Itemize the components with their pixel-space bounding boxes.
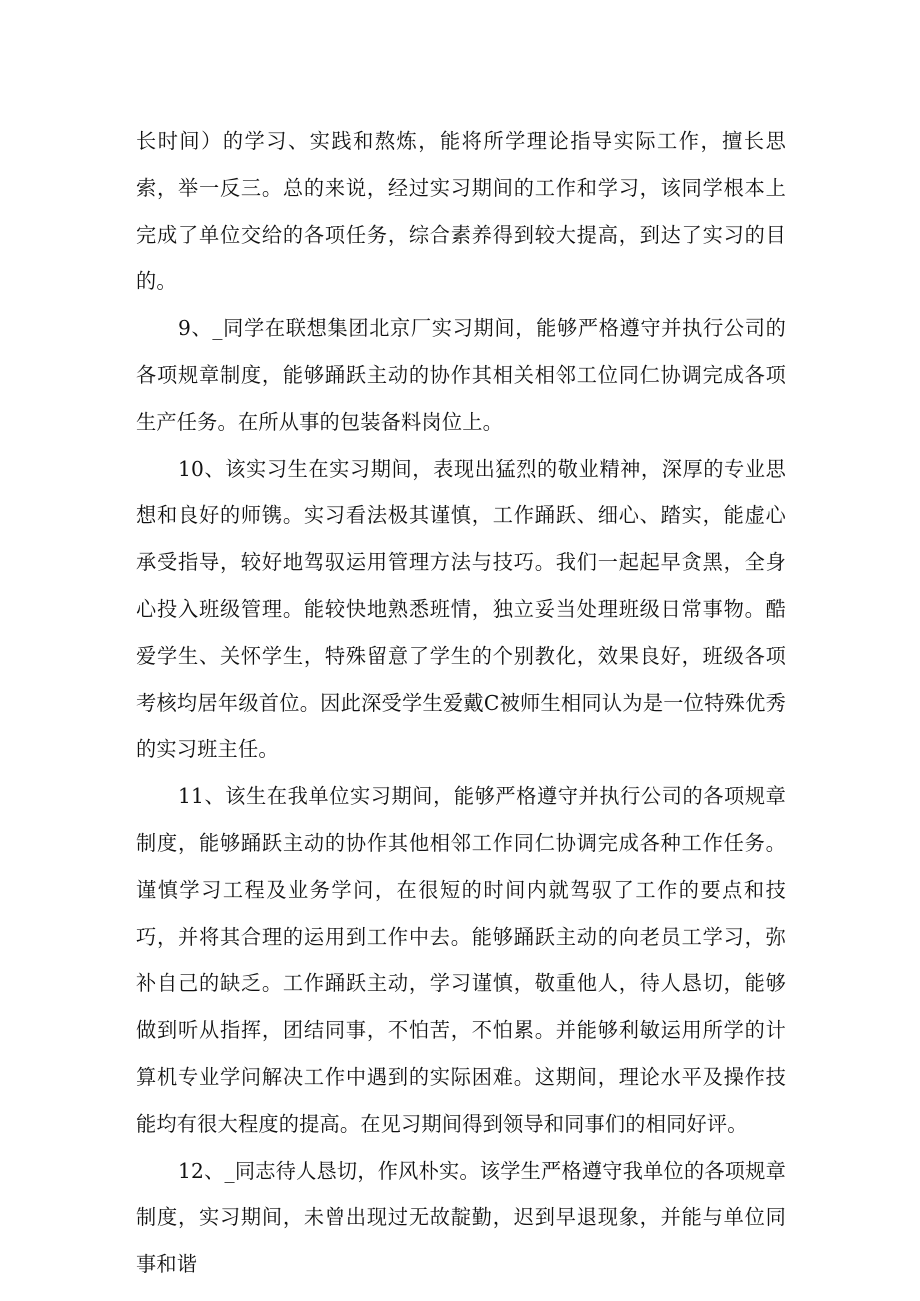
paragraph-item-9: 9、_同学在联想集团北京厂实习期间，能够严格遵守并执行公司的各项规章制度，能够踊跃主动的协作其相关相邻工位同仁协调完成各项生产任务。在所从事的包装备料岗位上。 [136,316,786,434]
paragraph-item-12: 12、_同志待人恳切，作风朴实。该学生严格遵守我单位的各项规章制度，实习期间，未曾出现过无故靛勤，迟到早退现象，并能与单位同事和谐 [136,1158,786,1277]
paragraph-item-11: 11、该生在我单位实习期间，能够严格遵守并执行公司的各项规章制度，能够踊跃主动的协作其他相邻工作同仁协调完成各种工作任务。谨慎学习工程及业务学问，在很短的时间内就驾驭了工作的要点和技巧，并将其合理的运用到工作中去。能够踊跃主动的向老员工学习，弥补自己的缺乏。工作踊跃主动，学习谨慎，敬重他人，待人恳切，能够做到听从指挥，团结同事，不怕苦，不怕累。并能够利敏运用所学的计算机专业学问解决工作中遇到的实际困难。这期间，理论水平及操作技能均有很大程度的提高。在见习期间得到领导和同事们的相同好评。 [136,784,786,1136]
paragraph-item-10: 10、该实习生在实习期间，表现出猛烈的敬业精神，深厚的专业思想和良好的师镌。实习看法极其谨慎，工作踊跃、细心、踏实，能虚心承受指导，较好地驾驭运用管理方法与技巧。我们一起起早贪黑，全身心投入班级管理。能较快地熟悉班情，独立妥当处理班级日常事物。酷爱学生、关怀学生，特殊留意了学生的个别教化，效果良好，班级各项考核均居年级首位。因此深受学生爱戴C被师生相同认为是一位特殊优秀的实习班主任。 [136,456,786,762]
paragraph-continuation: 长时间）的学习、实践和熬炼，能将所学理论指导实际工作，擅长思索，举一反三。总的来说，经过实习期间的工作和学习，该同学根本上完成了单位交给的各项任务，综合素养得到较大提高，到达了实习的目的。 [136,129,786,294]
document-body [136,118,786,1288]
